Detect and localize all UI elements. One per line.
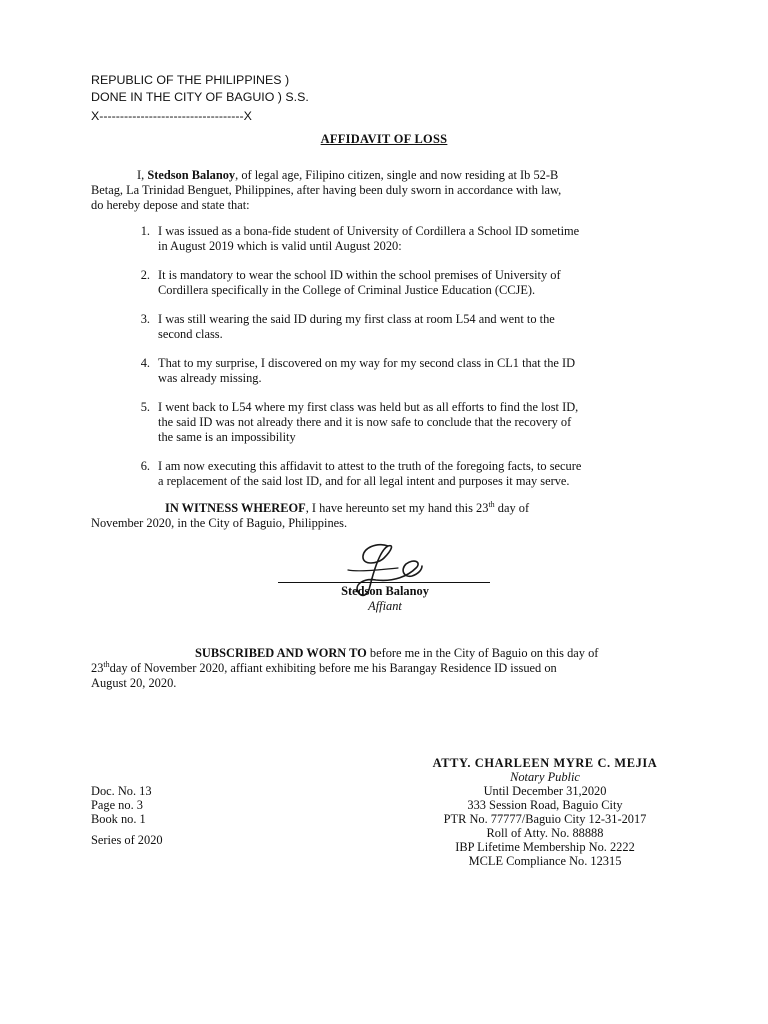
statement-number: 1. — [140, 224, 150, 238]
witness-text-1: , I have hereunto set my hand this 23 — [305, 501, 489, 515]
witness-ordinal: th — [488, 499, 495, 509]
statement-line: I am now executing this affidavit to attest to the truth of the foregoing facts, to secure — [158, 459, 582, 473]
statement-list — [91, 224, 679, 489]
affiant-signature-block — [278, 540, 492, 630]
witness-line-2: November 2020, in the City of Baguio, Philippines. — [91, 516, 348, 530]
jurat-line-2 — [91, 661, 679, 676]
notary-commission: Until December 31,2020 — [483, 784, 607, 798]
statement-text — [158, 459, 679, 489]
statement-number: 6. — [140, 459, 150, 473]
jurat-line-3: August 20, 2020. — [91, 676, 177, 690]
jurat-text-2: day of November 2020, affiant exhibiting before me his Barangay Residence ID issued on — [109, 661, 557, 675]
intro-line-1-rest: , of legal age, Filipino citizen, single and now residing at Ib 52-B — [235, 168, 559, 182]
statement-line: the said ID was not already there and it is now safe to conclude that the recovery of — [158, 415, 572, 429]
statement-line: It is mandatory to wear the school ID within the school premises of University of — [158, 268, 561, 282]
statement-text — [158, 400, 679, 445]
statement-number: 3. — [140, 312, 150, 326]
statement-item-1 — [91, 224, 679, 254]
series-year: Series of 2020 — [91, 833, 163, 847]
statement-line: second class. — [158, 327, 223, 341]
book-number: Book no. 1 — [91, 812, 146, 826]
witness-paragraph — [91, 501, 679, 531]
notary-ibp: IBP Lifetime Membership No. 2222 — [455, 840, 635, 854]
statement-item-2 — [91, 268, 679, 298]
document-title: AFFIDAVIT OF LOSS — [320, 132, 448, 146]
statement-text — [158, 224, 679, 254]
notary-address: 333 Session Road, Baguio City — [467, 798, 623, 812]
statement-line: I went back to L54 where my first class was held but as all efforts to find the lost ID, — [158, 400, 579, 414]
statement-line: I was still wearing the said ID during my first class at room L54 and went to the — [158, 312, 555, 326]
jurat-day: 23 — [91, 661, 104, 675]
affiant-role: Affiant — [368, 599, 402, 613]
statement-number: 2. — [140, 268, 150, 282]
statement-item-6 — [91, 459, 679, 489]
statement-number: 4. — [140, 356, 150, 370]
statement-item-4 — [91, 356, 679, 386]
intro-line-2: Betag, La Trinidad Benguet, Philippines, after having been duly sworn in accordance with law, — [91, 183, 562, 197]
jurat-line-1 — [91, 646, 679, 661]
notary-mcle: MCLE Compliance No. 12315 — [468, 854, 622, 868]
venue-line-republic: REPUBLIC OF THE PHILIPPINES ) — [91, 73, 290, 87]
notary-name: ATTY. CHARLEEN MYRE C. MEJIA — [432, 756, 658, 770]
statement-item-5 — [91, 400, 679, 445]
doc-number: Doc. No. 13 — [91, 784, 152, 798]
statement-line: in August 2019 which is valid until August 2020: — [158, 239, 402, 253]
jurat-text-1: before me in the City of Baguio on this day of — [366, 646, 599, 660]
witness-heading: IN WITNESS WHEREOF — [165, 501, 306, 515]
statement-item-3 — [91, 312, 679, 342]
statement-text — [158, 356, 679, 386]
venue-divider: X-----------------------------------X — [91, 109, 252, 123]
venue-line-city: DONE IN THE CITY OF BAGUIO ) S.S. — [91, 90, 309, 104]
notary-ptr: PTR No. 77777/Baguio City 12-31-2017 — [443, 812, 647, 826]
witness-text-2: day of — [494, 501, 530, 515]
statement-line: That to my surprise, I discovered on my way for my second class in CL1 that the ID — [158, 356, 576, 370]
jurat-paragraph — [91, 646, 679, 691]
intro-paragraph — [91, 168, 679, 213]
jurat-heading: SUBSCRIBED AND WORN TO — [195, 646, 367, 660]
notary-roll: Roll of Atty. No. 88888 — [486, 826, 604, 840]
venue-block — [91, 72, 491, 106]
document-register-info — [91, 784, 241, 847]
statement-line: I was issued as a bona-fide student of University of Cordillera a School ID sometime — [158, 224, 580, 238]
intro-line-1 — [91, 168, 679, 183]
statement-text — [158, 312, 679, 342]
witness-line-1 — [91, 501, 679, 516]
statement-line: a replacement of the said lost ID, and for all legal intent and purposes it may serve. — [158, 474, 570, 488]
jurat-ordinal: th — [103, 659, 110, 669]
intro-line-3: do hereby depose and state that: — [91, 198, 250, 212]
signature-line — [278, 582, 490, 583]
intro-pre: I, — [137, 168, 148, 182]
intro-affiant-name: Stedson Balanoy — [147, 168, 236, 182]
notary-role: Notary Public — [510, 770, 580, 784]
notary-block — [400, 756, 690, 868]
statement-text — [158, 268, 679, 298]
statement-line: was already missing. — [158, 371, 262, 385]
affiant-name: Stedson Balanoy — [341, 584, 429, 598]
statement-number: 5. — [140, 400, 150, 414]
statement-line: Cordillera specifically in the College of Criminal Justice Education (CCJE). — [158, 283, 536, 297]
page-number: Page no. 3 — [91, 798, 143, 812]
statement-line: the same is an impossibility — [158, 430, 296, 444]
